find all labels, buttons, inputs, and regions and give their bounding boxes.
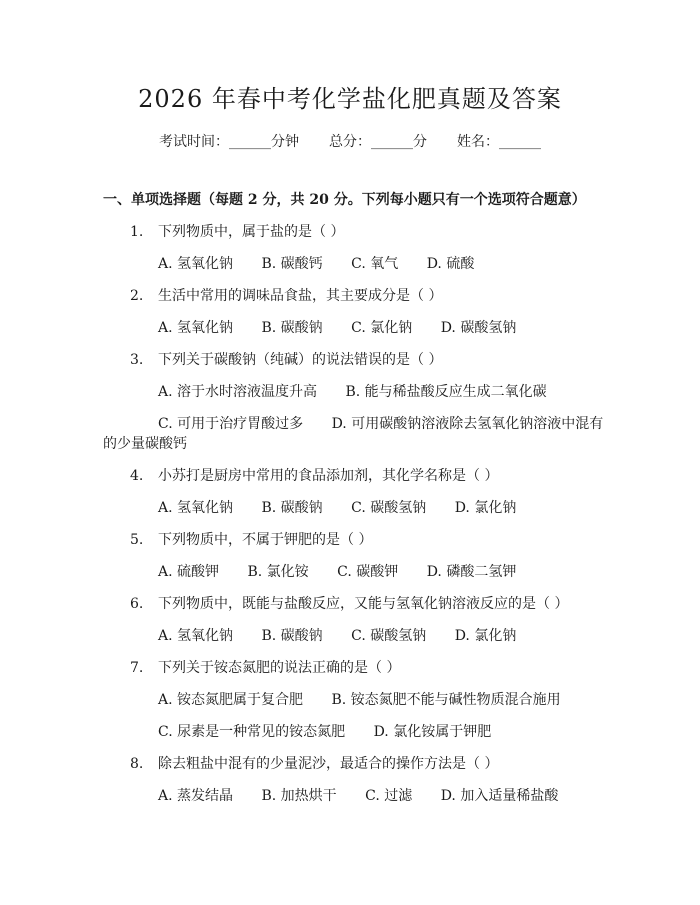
option-a: A. 铵态氮肥属于复合肥: [158, 692, 304, 708]
question-number: 1.: [130, 224, 144, 240]
question-stem: 下列物质中，既能与盐酸反应，又能与氢氧化钠溶液反应的是（ ）: [158, 596, 569, 612]
exam-time-field: 考试时间：______分钟: [159, 134, 299, 150]
option-d: D. 可用碳酸钠溶液除去氢氧化钠溶液中混有: [331, 416, 604, 432]
question-7-options-row1: [158, 690, 561, 710]
option-a: A. 硫酸钾: [158, 564, 220, 580]
section-heading: 一、单项选择题（每题 2 分，共 20 分。下列每小题只有一个选项符合题意）: [103, 192, 586, 208]
question-number: 4.: [130, 468, 144, 484]
option-c: C. 氧气: [351, 256, 399, 272]
question-3-options-row2: [158, 414, 603, 434]
question-number: 8.: [130, 756, 144, 772]
option-c: C. 过滤: [365, 788, 413, 804]
option-b: B. 碳酸钠: [261, 500, 323, 516]
question-6-options: [158, 626, 516, 646]
question-number: 2.: [130, 288, 144, 304]
option-a: A. 蒸发结晶: [158, 788, 234, 804]
question-5: [130, 530, 372, 550]
question-number: 5.: [130, 532, 144, 548]
option-c: C. 碳酸氢钠: [351, 500, 427, 516]
question-stem: 下列关于铵态氮肥的说法正确的是（ ）: [158, 660, 401, 676]
question-7-options-row2: [158, 722, 491, 742]
question-number: 3.: [130, 352, 144, 368]
option-a: A. 氢氧化钠: [158, 320, 234, 336]
question-stem: 除去粗盐中混有的少量泥沙，最适合的操作方法是（ ）: [158, 756, 499, 772]
option-b: B. 氯化铵: [247, 564, 309, 580]
question-stem: 下列物质中，属于盐的是（ ）: [158, 224, 345, 240]
option-b: B. 碳酸钠: [261, 628, 323, 644]
question-1-options: [158, 254, 474, 274]
option-a: A. 氢氧化钠: [158, 256, 234, 272]
option-a: A. 氢氧化钠: [158, 500, 234, 516]
option-c: C. 尿素是一种常见的铵态氮肥: [158, 724, 346, 740]
option-c: C. 氯化钠: [351, 320, 413, 336]
question-stem: 下列物质中，不属于钾肥的是（ ）: [158, 532, 373, 548]
total-score-field: 总分：______分: [329, 134, 427, 150]
option-a: A. 氢氧化钠: [158, 628, 234, 644]
question-number: 7.: [130, 660, 144, 676]
student-name-field: 姓名：______: [457, 134, 541, 150]
question-4: [130, 466, 498, 486]
question-8-options: [158, 786, 558, 806]
question-6: [130, 594, 568, 614]
option-d: D. 硫酸: [426, 256, 475, 272]
question-number: 6.: [130, 596, 144, 612]
option-b: B. 铵态氮肥不能与碱性物质混合施用: [331, 692, 561, 708]
question-7: [130, 658, 400, 678]
option-b: B. 碳酸钠: [261, 320, 323, 336]
option-b: B. 能与稀盐酸反应生成二氧化碳: [345, 384, 547, 400]
question-1: [130, 222, 344, 242]
question-5-options: [158, 562, 516, 582]
exam-meta: [0, 132, 700, 152]
option-c: C. 碳酸钾: [337, 564, 399, 580]
option-d: D. 氯化钠: [454, 628, 517, 644]
option-c: C. 碳酸氢钠: [351, 628, 427, 644]
question-stem: 小苏打是厨房中常用的食品添加剂，其化学名称是（ ）: [158, 468, 499, 484]
option-d: D. 磷酸二氢钾: [426, 564, 517, 580]
option-b: B. 碳酸钙: [261, 256, 323, 272]
question-3: [130, 350, 442, 370]
question-2: [130, 286, 442, 306]
question-8: [130, 754, 498, 774]
question-stem: 下列关于碳酸钠（纯碱）的说法错误的是（ ）: [158, 352, 443, 368]
option-c: C. 可用于治疗胃酸过多: [158, 416, 304, 432]
option-d: D. 氯化钠: [454, 500, 517, 516]
question-3-options-row1: [158, 382, 547, 402]
question-4-options: [158, 498, 516, 518]
option-d: D. 氯化铵属于钾肥: [373, 724, 492, 740]
option-a: A. 溶于水时溶液温度升高: [158, 384, 318, 400]
option-b: B. 加热烘干: [261, 788, 337, 804]
option-d-continuation: 的少量碳酸钙: [103, 436, 187, 452]
option-d: D. 加入适量稀盐酸: [440, 788, 559, 804]
question-stem: 生活中常用的调味品食盐，其主要成分是（ ）: [158, 288, 443, 304]
page-title: 2026 年春中考化学盐化肥真题及答案: [138, 85, 562, 113]
option-d: D. 碳酸氢钠: [440, 320, 517, 336]
question-2-options: [158, 318, 516, 338]
